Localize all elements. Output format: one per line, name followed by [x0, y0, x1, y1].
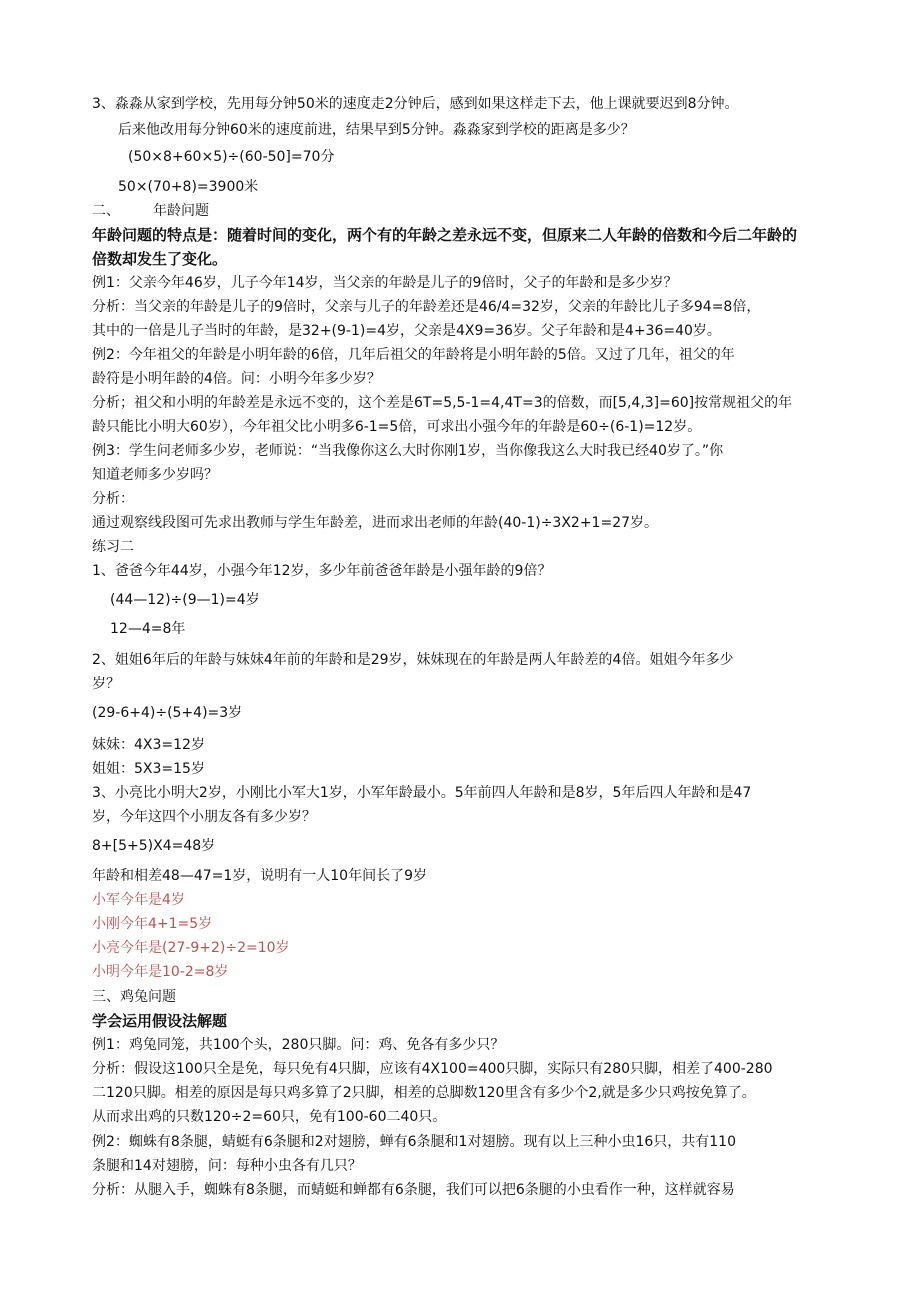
example-3-line-1: 例3：学生问老师多少岁，老师说：“当我像你这么大时你刚1岁，当你像我这么大时我已经40岁了。”你 — [92, 443, 724, 459]
practice-1: 1、爸爸今年44岁，小强今年12岁，多少年前爸爸年龄是小强年龄的9倍？ — [92, 563, 552, 579]
chicken-example-1: 例1：鸡兔同笼，共100个头，280只脚。问：鸡、免各有多少只？ — [92, 1037, 505, 1053]
example-3-analysis: 通过观察线段图可先求出教师与学生年龄差，进而求出老师的年龄(40-1)÷3X2+1=27岁。 — [92, 515, 659, 531]
example-1-analysis-1: 分析：当父亲的年龄是儿子的9倍时，父亲与儿子的年龄差还是46/4=32岁，父亲的年龄比儿子多94=8倍， — [92, 299, 761, 315]
practice-1-solution-1: (44—12)÷(9—1)=4岁 — [110, 592, 260, 608]
practice-2-solution-1: (29-6+4)÷(5+4)=3岁 — [92, 705, 243, 721]
section-2-title: 年龄问题 — [153, 203, 209, 219]
example-2-line-2: 龄符是小明年龄的4倍。问：小明今年多少岁？ — [92, 371, 381, 387]
problem-3-solution-1: (50×8+60×5)÷(60-50]=70分 — [128, 149, 335, 165]
answer-xiaogang: 小刚今年4+1=5岁 — [92, 916, 213, 932]
chicken-analysis-3: 从而求出鸡的只数120÷2=60只，免有100-60二40只。 — [92, 1109, 447, 1125]
answer-xiaoming: 小明今年是10-2=8岁 — [92, 964, 229, 980]
problem-3-line-2: 后来他改用每分钟60米的速度前进，结果早到5分钟。淼淼家到学校的距离是多少？ — [118, 122, 635, 138]
example-2-analysis-2: 龄只能比小明大60岁），今年祖父比小明多6-1=5倍，可求出小强今年的年龄是60÷(6-1)=12岁。 — [92, 419, 702, 435]
practice-2-solution-2: 妹妹：4X3=12岁 — [92, 737, 205, 753]
example-3-analysis-label: 分析： — [92, 491, 134, 507]
answer-xiaojun: 小军今年是4岁 — [92, 892, 185, 908]
insect-analysis: 分析：从腿入手，蜘蛛有8条腿，而蜻蜓和蝉都有6条腿，我们可以把6条腿的小虫看作一种，这样就容易 — [92, 1182, 735, 1198]
practice-2-solution-3: 姐姐：5X3=15岁 — [92, 761, 205, 777]
answer-xiaoliang: 小亮今年是(27-9+2)÷2=10岁 — [92, 940, 290, 956]
problem-3-line-1: 3、淼淼从家到学校，先用每分钟50米的速度走2分钟后，感到如果这样走下去，他上课就要迟到8分钟。 — [92, 96, 739, 112]
chicken-analysis-2: 二120只脚。相差的原因是每只鸡多算了2只脚，相差的总脚数120里含有多少个2,就是多少只鸡按免算了。 — [92, 1085, 756, 1101]
practice-3-solution-2: 年龄和相差48—47=1岁，说明有一人10年间长了9岁 — [92, 868, 427, 884]
practice-3-line-2: 岁，今年这四个小朋友各有多少岁？ — [92, 809, 316, 825]
practice-2-line-2: 岁？ — [92, 676, 120, 692]
example-1: 例1：父亲今年46岁，儿子今年14岁，当父亲的年龄是儿子的9倍时，父子的年龄和是多少岁？ — [92, 275, 678, 291]
section-3-subtitle: 学会运用假设法解题 — [92, 1012, 228, 1030]
practice-1-solution-2: 12—4=8年 — [110, 621, 186, 637]
practice-3-line-1: 3、小亮比小明大2岁，小刚比小军大1岁，小军年龄最小。5年前四人年龄和是8岁，5年后四人年龄和是47 — [92, 785, 752, 801]
problem-3-solution-2: 50×(70+8)=3900米 — [118, 179, 259, 195]
insect-example-line-1: 例2：蜘蛛有8条腿，蜻蜓有6条腿和2对翅膀，蝉有6条腿和1对翅膀。现有以上三种小虫16只，共有110 — [92, 1134, 736, 1150]
example-1-analysis-2: 其中的一倍是儿子当时的年龄，是32+(9-1)=4岁，父亲是4X9=36岁。父子年龄和是4+36=40岁。 — [92, 323, 721, 339]
example-2-analysis-1: 分析；祖父和小明的年龄差是永远不变的，这个差是6T=5,5-1=4,4T=3的倍数，而[5,4,3]=60]按常规祖父的年 — [92, 395, 793, 411]
insect-example-line-2: 条腿和14对翅膀，问：每种小虫各有几只？ — [92, 1158, 362, 1174]
example-2-line-1: 例2：今年祖父的年龄是小明年龄的6倍，几年后祖父的年龄将是小明年龄的5倍。又过了几年，祖父的年 — [92, 347, 735, 363]
age-feature-line-1: 年龄问题的特点是：随着时间的变化，两个有的年龄之差永远不变，但原来二人年龄的倍数和今后二年龄的 — [92, 226, 798, 244]
age-feature-line-2: 倍数却发生了变化。 — [92, 250, 228, 268]
section-3-title: 三、鸡兔问题 — [92, 989, 176, 1005]
practice-2-title: 练习二 — [92, 539, 134, 555]
example-3-line-2: 知道老师多少岁吗？ — [92, 467, 218, 483]
section-2-number: 二、 — [92, 203, 120, 219]
chicken-analysis-1: 分析：假设这100只全是免，每只免有4只脚，应该有4X100=400只脚，实际只有280只脚，相差了400-280 — [92, 1061, 773, 1077]
practice-2-line-1: 2、姐姐6年后的年龄与妹妹4年前的年龄和是29岁，妹妹现在的年龄是两人年龄差的4倍。姐姐今年多少 — [92, 652, 734, 668]
practice-3-solution-1: 8+[5+5)X4=48岁 — [92, 838, 216, 854]
